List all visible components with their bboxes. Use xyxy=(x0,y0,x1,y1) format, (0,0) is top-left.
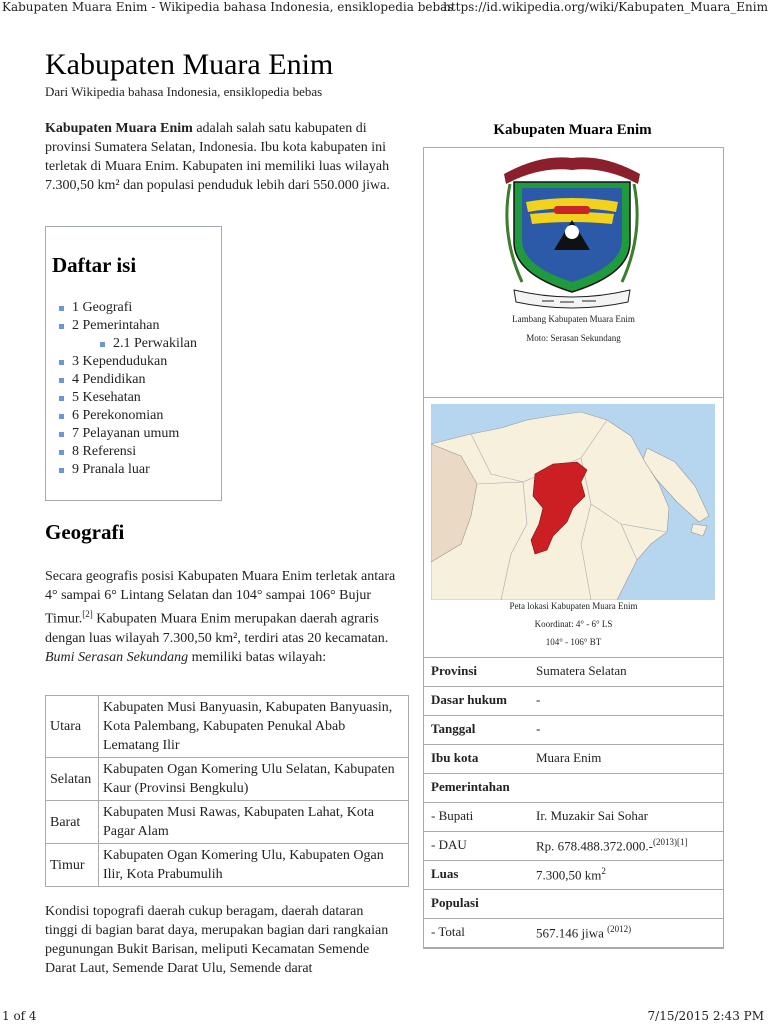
toc-item[interactable] xyxy=(72,317,197,335)
bullet-icon xyxy=(59,360,64,365)
border-direction: Barat xyxy=(46,801,99,844)
page-count: 1 of 4 xyxy=(2,1009,37,1023)
toc-item[interactable] xyxy=(72,425,197,443)
reference-link[interactable]: [2] xyxy=(82,609,93,619)
infobox-row xyxy=(424,802,723,832)
emblem-cell xyxy=(424,148,723,398)
location-map[interactable] xyxy=(431,404,715,600)
infobox-value[interactable] xyxy=(536,924,631,941)
infobox-value-text: Sumatera Selatan xyxy=(536,663,627,678)
infobox-value-sup: (2013)[1] xyxy=(653,837,688,847)
bullet-icon xyxy=(59,306,64,311)
toc-item-label[interactable]: 6 Perekonomian xyxy=(72,408,164,423)
bullet-icon xyxy=(59,468,64,473)
geografi-text-a: Secara geografis posisi Kabupaten Muara Enim terletak antara 4° sampai 6° Lintang Selatan dan 104° sampai 106° Bujur Timur. xyxy=(45,569,396,627)
infobox-row xyxy=(424,889,723,919)
infobox-value-sup: (2012) xyxy=(607,924,632,934)
bullet-icon xyxy=(59,324,64,329)
toc-item-label[interactable]: 3 Kependudukan xyxy=(72,354,168,369)
infobox-value[interactable] xyxy=(536,808,648,824)
infobox-key: Tanggal xyxy=(431,721,476,736)
infobox-key: Luas xyxy=(431,866,459,881)
infobox-value-text: - xyxy=(536,692,541,707)
page-title-header: Kabupaten Muara Enim - Wikipedia bahasa Indonesia, ensiklopedia bebas xyxy=(2,0,454,14)
infobox-row xyxy=(424,744,723,774)
infobox-key: - DAU xyxy=(431,837,467,852)
toc-item[interactable] xyxy=(72,299,197,317)
coord-caption-1: Koordinat: 4° - 6° LS xyxy=(534,619,613,629)
intro-text: adalah salah satu kabupaten di provinsi Sumatera Selatan, Indonesia. Ibu kota kabupaten ini terletak di Muara Enim. Kabupaten ini memiliki luas wilayah 7.300,50 km² dan populasi penduduk lebih dari 550.000 jiwa. xyxy=(45,121,390,193)
infobox-row xyxy=(424,918,723,948)
table-row xyxy=(46,801,409,844)
emblem-logo[interactable] xyxy=(500,154,644,314)
infobox-value-sup: 2 xyxy=(601,866,606,876)
infobox-value[interactable] xyxy=(536,866,606,883)
topography-paragraph: Kondisi topografi daerah cukup beragam, daerah dataran tinggi di bagian barat daya, merupakan bagian dari rangkaian pegunungan Bukit Barisan, meliputi Kecamatan Semende Darat Laut, Semende Darat Ulu, Semende darat xyxy=(45,904,389,976)
border-direction: Utara xyxy=(46,696,99,758)
infobox-value[interactable] xyxy=(536,663,627,679)
infobox-value[interactable] xyxy=(536,692,540,708)
geografi-text-c: memiliki batas wilayah: xyxy=(188,649,327,665)
toc-item-label[interactable]: 7 Pelayanan umum xyxy=(72,426,180,441)
toc-item[interactable] xyxy=(72,389,197,407)
emblem-caption: Lambang Kabupaten Muara Enim xyxy=(512,314,635,324)
border-neighbors[interactable]: Kabupaten Ogan Komering Ulu Selatan, Kabupaten Kaur (Provinsi Bengkulu) xyxy=(99,758,409,801)
border-direction: Selatan xyxy=(46,758,99,801)
toc-item[interactable] xyxy=(72,335,197,353)
geografi-paragraph xyxy=(45,567,397,667)
toc-item-label[interactable]: 5 Kesehatan xyxy=(72,390,141,405)
map-caption: Peta lokasi Kabupaten Muara Enim xyxy=(509,601,638,611)
toc-item[interactable] xyxy=(72,461,197,479)
border-neighbors[interactable]: Kabupaten Musi Banyuasin, Kabupaten Banyuasin, Kota Palembang, Kabupaten Penukal Abab Lematang Ilir xyxy=(99,696,409,758)
border-neighbors[interactable]: Kabupaten Ogan Komering Ulu, Kabupaten Ogan Ilir, Kota Prabumulih xyxy=(99,844,409,887)
geografi-italic: Bumi Serasan Sekundang xyxy=(45,649,189,665)
infobox-value[interactable] xyxy=(536,837,688,854)
bullet-icon xyxy=(59,432,64,437)
toc-item[interactable] xyxy=(72,407,197,425)
toc-item-label[interactable]: 9 Pranala luar xyxy=(72,462,150,477)
toc-item-label[interactable]: 2.1 Perwakilan xyxy=(113,336,197,351)
infobox-key: Populasi xyxy=(431,895,479,910)
infobox-value-text: - xyxy=(536,721,541,736)
section-heading-geografi: Geografi xyxy=(45,520,125,544)
coord-caption-2: 104° - 106° BT xyxy=(545,637,602,647)
infobox-row xyxy=(424,657,723,687)
toc-list xyxy=(72,299,197,479)
infobox-key: - Bupati xyxy=(431,808,474,823)
toc-item-label[interactable]: 1 Geografi xyxy=(72,300,133,315)
geografi-text-b: Kabupaten Muara Enim merupakan daerah agraris dengan luas wilayah 7.300,50 km², terdiri atas 20 kecamatan. xyxy=(45,611,389,646)
page-url[interactable]: https://id.wikipedia.org/wiki/Kabupaten_Muara_Enim xyxy=(443,0,768,14)
table-row xyxy=(46,758,409,801)
infobox xyxy=(423,147,724,949)
infobox-value[interactable] xyxy=(536,750,601,766)
bullet-icon xyxy=(59,396,64,401)
borders-table xyxy=(45,695,409,887)
bullet-icon xyxy=(100,342,105,347)
infobox-key: Ibu kota xyxy=(431,750,479,765)
print-footer xyxy=(0,1008,768,1024)
infobox-row xyxy=(424,773,723,803)
toc-item[interactable] xyxy=(72,443,197,461)
article-title: Kabupaten Muara Enim xyxy=(45,48,334,81)
infobox-value-text: 567.146 jiwa xyxy=(536,925,608,941)
table-row xyxy=(46,696,409,758)
intro-paragraph xyxy=(45,119,397,195)
intro-bold: Kabupaten Muara Enim xyxy=(45,121,193,136)
toc-item-label[interactable]: 2 Pemerintahan xyxy=(72,318,160,333)
infobox-key: - Total xyxy=(431,924,465,939)
table-of-contents xyxy=(45,226,222,501)
infobox-key: Dasar hukum xyxy=(431,692,507,707)
infobox-row xyxy=(424,860,723,890)
toc-item[interactable] xyxy=(72,353,197,371)
border-neighbors[interactable]: Kabupaten Musi Rawas, Kabupaten Lahat, Kota Pagar Alam xyxy=(99,801,409,844)
infobox-caption: Kabupaten Muara Enim xyxy=(493,122,652,138)
infobox-key: Provinsi xyxy=(431,663,477,678)
browser-header xyxy=(0,0,768,16)
motto-caption: Moto: Serasan Sekundang xyxy=(526,333,621,343)
bullet-icon xyxy=(59,378,64,383)
infobox-row xyxy=(424,686,723,716)
toc-title: Daftar isi xyxy=(52,253,137,277)
bullet-icon xyxy=(59,414,64,419)
bullet-icon xyxy=(59,450,64,455)
table-row xyxy=(46,844,409,887)
toc-item[interactable] xyxy=(72,371,197,389)
toc-item-label[interactable]: 4 Pendidikan xyxy=(72,372,146,387)
border-direction: Timur xyxy=(46,844,99,887)
infobox-key: Pemerintahan xyxy=(431,779,510,794)
infobox-value-text: Rp. 678.488.372.000.- xyxy=(536,838,653,854)
toc-item-label[interactable]: 8 Referensi xyxy=(72,444,137,459)
infobox-row xyxy=(424,831,723,861)
infobox-value-text: 7.300,50 km xyxy=(536,867,602,883)
infobox-row xyxy=(424,715,723,745)
map-cell xyxy=(424,397,723,658)
infobox-value[interactable] xyxy=(536,721,540,737)
infobox-value-text: Muara Enim xyxy=(536,750,602,765)
infobox-value-text: Ir. Muzakir Sai Sohar xyxy=(536,808,648,823)
article-subtitle: Dari Wikipedia bahasa Indonesia, ensiklopedia bebas xyxy=(45,84,323,99)
print-timestamp: 7/15/2015 2:43 PM xyxy=(647,1009,764,1023)
